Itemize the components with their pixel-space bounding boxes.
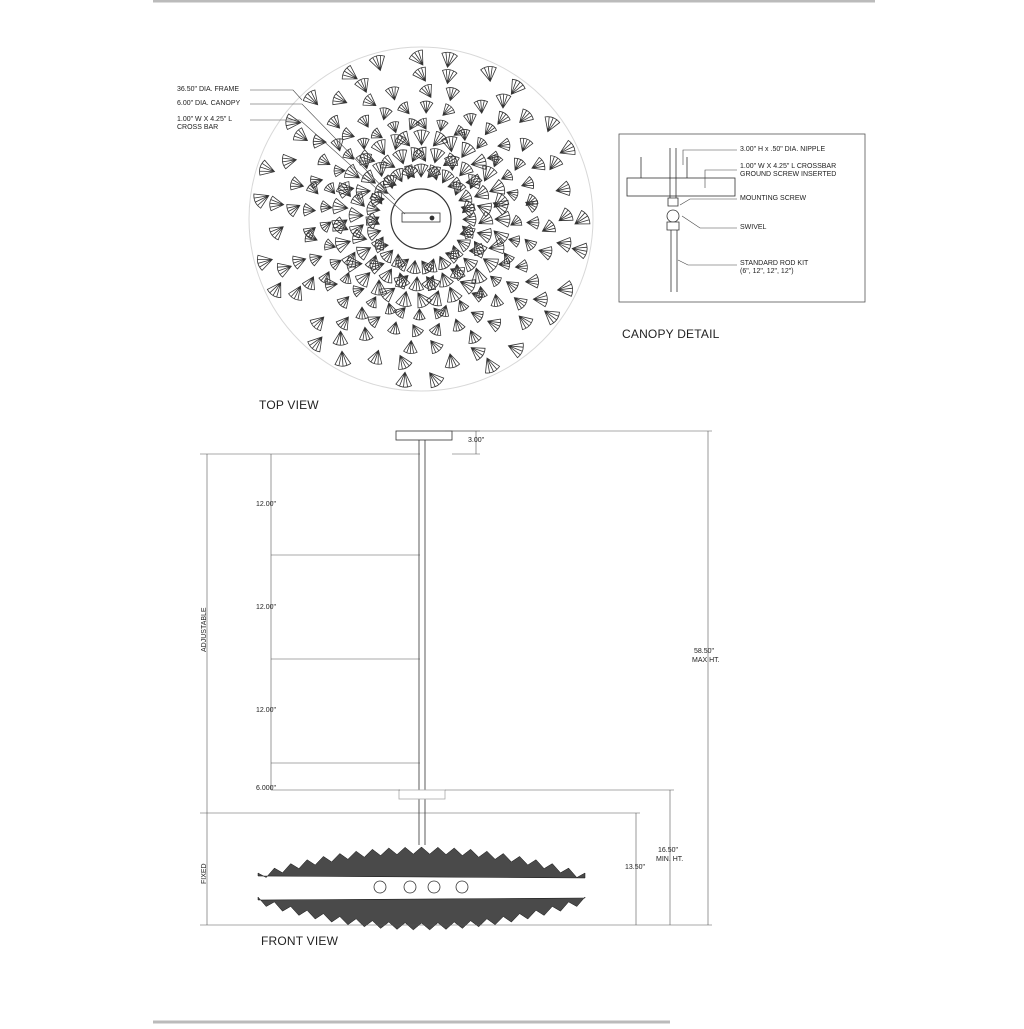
ginkgo-leaf bbox=[277, 263, 291, 277]
ginkgo-leaf bbox=[431, 149, 445, 163]
ginkgo-leaf bbox=[407, 261, 420, 274]
ginkgo-leaf bbox=[395, 131, 410, 146]
ginkgo-leaf bbox=[291, 177, 304, 190]
ginkgo-leaf bbox=[542, 220, 555, 232]
swivel-ball bbox=[667, 210, 679, 222]
ginkgo-leaf bbox=[559, 208, 573, 221]
nipple-callout: 3.00" H x .50" DIA. NIPPLE bbox=[740, 146, 826, 153]
crossbar-callout-line1: 1.00" W X 4.25" L bbox=[177, 116, 233, 123]
ginkgo-leaf bbox=[337, 297, 349, 309]
ginkgo-leaf bbox=[495, 211, 510, 227]
ginkgo-leaf bbox=[462, 142, 476, 157]
ginkgo-leaf bbox=[282, 154, 296, 168]
ginkgo-leaf bbox=[481, 66, 497, 81]
ginkgo-leaf bbox=[498, 138, 510, 150]
ginkgo-leaf bbox=[427, 167, 440, 180]
ginkgo-leaf bbox=[477, 229, 491, 243]
min-height-dim-line1: 16.50" bbox=[658, 847, 679, 854]
ginkgo-leaf bbox=[388, 122, 399, 133]
rod-segment-3-dim: 12.00" bbox=[256, 707, 277, 714]
canopy-detail-frame bbox=[619, 134, 865, 302]
swivel-callout: SWIVEL bbox=[740, 224, 767, 231]
ginkgo-leaf bbox=[347, 256, 362, 272]
leaf-shade bbox=[258, 847, 585, 930]
ginkgo-leaf bbox=[472, 268, 487, 283]
ginkgo-leaf bbox=[442, 52, 458, 67]
ginkgo-leaf bbox=[413, 67, 426, 81]
ginkgo-leaf bbox=[526, 274, 539, 288]
ginkgo-leaf bbox=[358, 115, 369, 127]
fixed-label: FIXED bbox=[201, 863, 208, 884]
ginkgo-leaf bbox=[416, 118, 426, 129]
adjustable-label: ADJUSTABLE bbox=[201, 607, 208, 652]
ginkgo-leaf bbox=[260, 160, 275, 175]
front-canopy bbox=[396, 431, 452, 440]
ginkgo-leaf bbox=[307, 182, 319, 194]
canopy-detail-drawing bbox=[619, 134, 865, 302]
ginkgo-leaf bbox=[431, 341, 443, 354]
ginkgo-leaf bbox=[515, 260, 527, 272]
ginkgo-leaf bbox=[373, 162, 388, 176]
ginkgo-leaf bbox=[286, 114, 301, 130]
ginkgo-leaf bbox=[498, 111, 510, 124]
rod-kit-callout-line1: STANDARD ROD KIT bbox=[740, 260, 809, 267]
ginkgo-leaf bbox=[414, 164, 428, 177]
crossbar-callout-line2: CROSS BAR bbox=[177, 124, 219, 131]
rod-segment-1-dim: 12.00" bbox=[256, 501, 277, 508]
ginkgo-leaf bbox=[514, 158, 525, 170]
ginkgo-leaf bbox=[293, 256, 306, 269]
ginkgo-leaf bbox=[483, 166, 497, 181]
ginkgo-leaf bbox=[533, 292, 547, 307]
rod-segment-2-dim: 12.00" bbox=[256, 604, 277, 611]
ginkgo-leaf bbox=[342, 252, 356, 267]
crossbar-detail-line2: GROUND SCREW INSERTED bbox=[740, 171, 837, 178]
ginkgo-leaf bbox=[439, 257, 451, 270]
ginkgo-leaf bbox=[519, 316, 533, 330]
ginkgo-leaf bbox=[508, 343, 523, 358]
ginkgo-leaf bbox=[509, 236, 520, 247]
ginkgo-leaf bbox=[396, 292, 411, 307]
ginkgo-leaf bbox=[420, 101, 433, 113]
crossbar-detail-line1: 1.00" W X 4.25" L CROSSBAR bbox=[740, 163, 837, 170]
ginkgo-leaf bbox=[445, 354, 459, 368]
ginkgo-leaf bbox=[360, 327, 374, 340]
ginkgo-leaf bbox=[368, 350, 382, 364]
ginkgo-leaf bbox=[469, 243, 483, 258]
ginkgo-leaf bbox=[404, 341, 418, 354]
ginkgo-leaf bbox=[483, 259, 498, 273]
fixed-height-dim: 13.50" bbox=[625, 864, 646, 871]
ginkgo-leaf bbox=[368, 317, 380, 328]
ginkgo-leaf bbox=[358, 138, 370, 149]
ginkgo-leaf bbox=[572, 243, 587, 258]
ginkgo-leaf bbox=[395, 308, 406, 319]
ginkgo-leaf bbox=[333, 198, 348, 214]
ginkgo-leaf bbox=[457, 240, 470, 252]
ginkgo-leaf bbox=[494, 231, 509, 246]
ginkgo-leaf bbox=[365, 255, 379, 269]
ginkgo-leaf bbox=[388, 322, 400, 334]
ginkgo-leaf bbox=[463, 213, 476, 227]
ginkgo-leaf bbox=[550, 156, 563, 170]
ginkgo-leaf bbox=[392, 254, 406, 267]
ginkgo-leaf bbox=[303, 204, 315, 217]
ginkgo-leaf bbox=[520, 109, 534, 123]
ginkgo-leaf bbox=[525, 239, 537, 251]
ginkgo-leaf bbox=[474, 100, 488, 113]
ginkgo-leaf bbox=[393, 150, 407, 164]
ginkgo-leaf bbox=[446, 88, 459, 101]
ginkgo-leaf bbox=[340, 273, 351, 284]
ginkgo-leaf bbox=[308, 337, 322, 352]
canopy-body bbox=[627, 178, 735, 196]
ginkgo-leaf bbox=[520, 138, 533, 151]
ginkgo-leaf bbox=[334, 165, 345, 177]
ginkgo-leaf bbox=[532, 157, 545, 169]
ginkgo-leaf bbox=[522, 177, 534, 189]
ginkgo-leaf bbox=[414, 130, 430, 145]
max-height-dim-line2: MAX HT. bbox=[692, 657, 720, 664]
ginkgo-leaf bbox=[488, 319, 501, 332]
top-view-drawing bbox=[249, 47, 593, 391]
ginkgo-leaf bbox=[335, 351, 351, 366]
ginkgo-leaf bbox=[302, 277, 314, 290]
ginkgo-leaf bbox=[320, 222, 331, 232]
ginkgo-leaf bbox=[557, 238, 571, 253]
ginkgo-leaf bbox=[575, 211, 590, 225]
ginkgo-leaf bbox=[490, 180, 505, 195]
frame-callout: 36.50" DIA. FRAME bbox=[177, 86, 240, 93]
ginkgo-leaf bbox=[342, 128, 354, 140]
ginkgo-leaf bbox=[560, 140, 575, 154]
ginkgo-leaf bbox=[443, 104, 455, 116]
ginkgo-leaf bbox=[442, 170, 454, 183]
ginkgo-leaf bbox=[545, 311, 560, 325]
ginkgo-leaf bbox=[330, 260, 341, 270]
ginkgo-leaf bbox=[366, 297, 376, 308]
ginkgo-leaf bbox=[257, 255, 272, 270]
frame-leader bbox=[250, 90, 302, 100]
ginkgo-leaf bbox=[460, 162, 473, 176]
ginkgo-leaf bbox=[267, 283, 280, 298]
ginkgo-leaf bbox=[356, 185, 370, 200]
ginkgo-leaf bbox=[324, 183, 334, 194]
ginkgo-leaf bbox=[414, 309, 426, 320]
ginkgo-leaf bbox=[464, 114, 477, 126]
bulbs bbox=[374, 881, 468, 893]
mounting-screw-callout: MOUNTING SCREW bbox=[740, 195, 807, 202]
ginkgo-leaf bbox=[424, 259, 437, 272]
ginkgo-leaf bbox=[491, 294, 503, 306]
max-height-dim-line1: 58.50" bbox=[694, 648, 715, 655]
ginkgo-leaf bbox=[556, 181, 570, 195]
ginkgo-leaf bbox=[507, 190, 518, 201]
ginkgo-leaf bbox=[459, 190, 472, 202]
ginkgo-leaf bbox=[310, 254, 322, 266]
ginkgo-leaf bbox=[385, 303, 396, 314]
ginkgo-leaf bbox=[399, 355, 412, 369]
ginkgo-leaf bbox=[335, 238, 350, 253]
ginkgo-leaf bbox=[469, 331, 481, 344]
ginkgo-leaf bbox=[310, 317, 324, 331]
rod-segment-4-dim: 6.000" bbox=[256, 785, 277, 792]
ginkgo-leaf bbox=[355, 273, 370, 288]
ginkgo-leaf bbox=[327, 115, 339, 128]
min-height-dim-line2: MIN. HT. bbox=[656, 856, 684, 863]
shade-leaf-layer bbox=[258, 847, 585, 878]
ginkgo-leaf bbox=[287, 205, 300, 217]
front-coupler bbox=[399, 790, 445, 799]
top-view-title: TOP VIEW bbox=[259, 398, 319, 412]
ginkgo-leaf bbox=[471, 154, 486, 169]
ginkgo-leaf bbox=[336, 317, 348, 330]
ginkgo-leaf bbox=[491, 276, 502, 286]
ginkgo-leaf bbox=[371, 280, 387, 295]
ginkgo-leaf bbox=[426, 277, 439, 291]
ginkgo-leaf bbox=[442, 137, 458, 152]
ginkgo-leaf bbox=[471, 348, 485, 361]
ginkgo-leaf bbox=[558, 281, 573, 297]
ginkgo-leaf bbox=[479, 211, 493, 224]
ginkgo-leaf bbox=[545, 117, 560, 132]
ginkgo-leaf bbox=[453, 319, 465, 331]
ginkgo-leaf bbox=[368, 227, 381, 240]
ginkgo-leaf bbox=[333, 331, 348, 345]
rod-kit-callout-line2: (6", 12", 12", 12") bbox=[740, 268, 794, 275]
ginkgo-leaf bbox=[369, 55, 384, 70]
front-view-drawing bbox=[200, 431, 715, 930]
ginkgo-leaf bbox=[409, 277, 424, 291]
canopy-callout: 6.00" DIA. CANOPY bbox=[177, 100, 241, 107]
ginkgo-leaf bbox=[418, 293, 431, 308]
ginkgo-leaf bbox=[527, 217, 539, 230]
ginkgo-leaf bbox=[437, 120, 448, 131]
ginkgo-leaf bbox=[396, 372, 412, 387]
ginkgo-leaf bbox=[398, 102, 409, 114]
ginkgo-leaf bbox=[342, 66, 357, 80]
ginkgo-leaf bbox=[343, 149, 354, 160]
ginkgo-leaf bbox=[349, 208, 363, 223]
ginkgo-leaf bbox=[379, 269, 392, 283]
ginkgo-leaf bbox=[254, 194, 269, 208]
ginkgo-leaf bbox=[355, 78, 368, 92]
ginkgo-leaf bbox=[430, 373, 444, 388]
ginkgo-leaf bbox=[357, 247, 371, 260]
ginkgo-leaf bbox=[471, 312, 483, 323]
ginkgo-leaf bbox=[363, 94, 376, 106]
ginkgo-leaf bbox=[293, 128, 307, 141]
ginkgo-leaf bbox=[270, 196, 284, 211]
ginkgo-leaf bbox=[289, 286, 302, 300]
ginkgo-leaf bbox=[486, 358, 500, 373]
ginkgo-leaf bbox=[507, 282, 519, 293]
ginkgo-leaf bbox=[325, 239, 336, 250]
ginkgo-leaf bbox=[409, 50, 423, 65]
ginkgo-leaf bbox=[371, 128, 382, 138]
ginkgo-leaf bbox=[351, 193, 365, 207]
ginkgo-leaf bbox=[460, 280, 475, 294]
ginkgo-leaf bbox=[313, 135, 326, 149]
front-view-title: FRONT VIEW bbox=[261, 934, 339, 948]
ginkgo-leaf bbox=[420, 84, 432, 97]
ginkgo-leaf bbox=[448, 287, 463, 302]
ginkgo-leaf bbox=[269, 227, 283, 240]
ginkgo-leaf bbox=[371, 140, 385, 155]
ginkgo-leaf bbox=[380, 250, 393, 263]
ginkgo-leaf bbox=[321, 201, 332, 212]
ginkgo-leaf bbox=[356, 307, 369, 319]
ginkgo-leaf bbox=[502, 170, 513, 180]
ginkgo-leaf bbox=[496, 94, 511, 108]
canopy-height-dim: 3.00" bbox=[468, 437, 485, 444]
ginkgo-leaf bbox=[429, 323, 440, 335]
ginkgo-leaf bbox=[333, 91, 347, 105]
ginkgo-leaf bbox=[413, 325, 424, 337]
ginkgo-leaf bbox=[386, 87, 399, 100]
ginkgo-leaf bbox=[511, 79, 525, 94]
ginkgo-leaf bbox=[539, 247, 552, 260]
ginkgo-leaf bbox=[514, 298, 527, 310]
ginkgo-leaf bbox=[485, 123, 496, 135]
ginkgo-leaf bbox=[477, 138, 487, 149]
ginkgo-leaf bbox=[511, 215, 522, 225]
ginkgo-leaf bbox=[318, 154, 330, 165]
ginkgo-leaf bbox=[443, 70, 457, 84]
ginkgo-leaf bbox=[458, 300, 468, 311]
ginkgo-leaf bbox=[380, 108, 392, 120]
ginkgo-leaf bbox=[409, 119, 419, 130]
ginkgo-leaf bbox=[353, 286, 364, 297]
canopy-detail-title: CANOPY DETAIL bbox=[622, 327, 720, 341]
ground-screw bbox=[430, 216, 434, 220]
